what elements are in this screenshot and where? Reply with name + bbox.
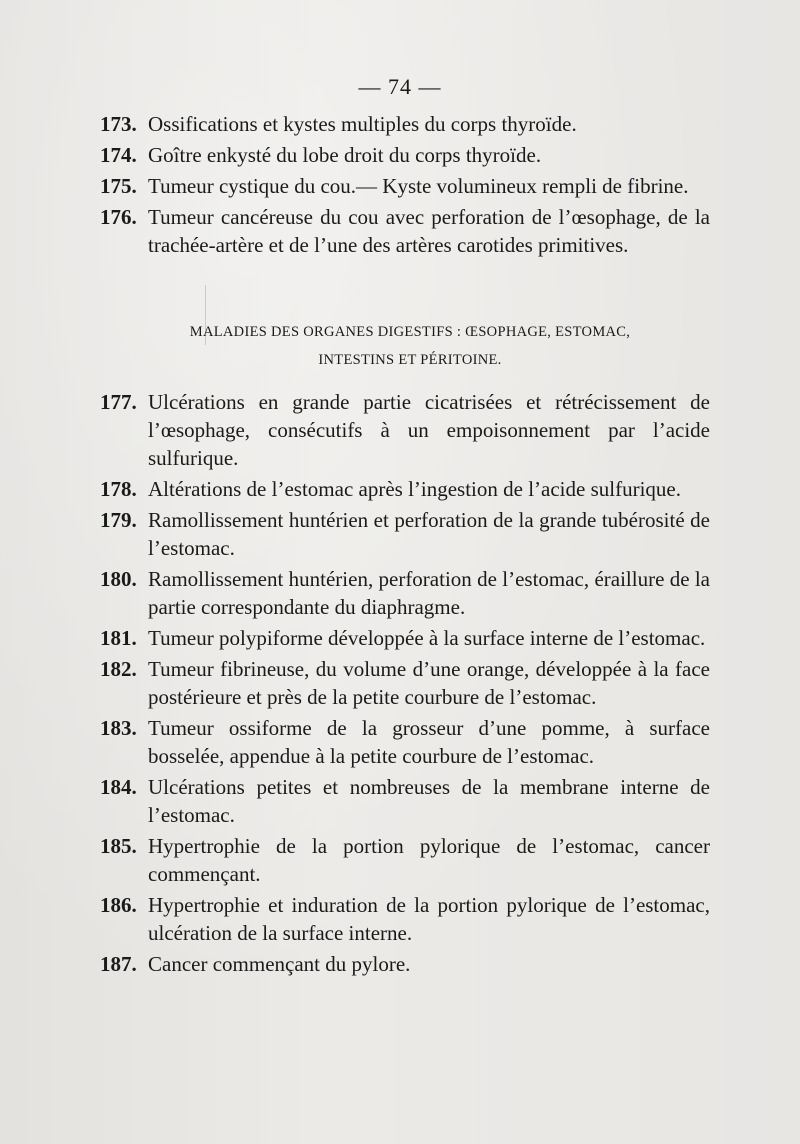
catalog-entry xyxy=(100,832,710,888)
entry-text: Tumeur cancéreuse du cou avec perforation de l’œsophage, de la trachée-artère et de l’une des artères carotides primitives. xyxy=(148,205,710,257)
section-heading-line-1: MALADIES DES ORGANES DIGESTIFS : ŒSOPHAGE, ESTOMAC, xyxy=(189,324,631,340)
entry-number: 181. xyxy=(100,626,137,650)
entry-text: Tumeur cystique du cou.— Kyste volumineux rempli de fibrine. xyxy=(148,174,689,198)
page-number: — 74 — xyxy=(358,74,442,99)
entry-text: Tumeur fibrineuse, du volume d’une orange, développée à la face postérieure et près de la petite courbure de l’estomac. xyxy=(148,657,710,709)
catalog-entry xyxy=(100,624,710,652)
catalog-entry xyxy=(100,203,710,259)
catalog-entry xyxy=(100,891,710,947)
entry-text: Ossifications et kystes multiples du corps thyroïde. xyxy=(148,112,577,136)
entry-number: 184. xyxy=(100,775,137,799)
catalog-entry xyxy=(100,388,710,472)
catalog-entry xyxy=(100,475,710,503)
catalog-entry xyxy=(100,110,710,138)
section-heading-line-2: INTESTINS ET PÉRITOINE. xyxy=(318,352,502,368)
entry-text: Tumeur ossiforme de la grosseur d’une pomme, à surface bosselée, appendue à la petite courbure de l’estomac. xyxy=(148,716,710,768)
entry-number: 182. xyxy=(100,657,137,681)
catalog-entry xyxy=(100,506,710,562)
catalog-entry xyxy=(100,773,710,829)
entry-number: 186. xyxy=(100,893,137,917)
entry-text: Cancer commençant du pylore. xyxy=(148,952,411,976)
entry-number: 180. xyxy=(100,567,137,591)
entry-number: 185. xyxy=(100,834,137,858)
entry-number: 179. xyxy=(100,508,137,532)
entry-text: Ramollissement huntérien et perforation de la grande tubérosité de l’estomac. xyxy=(148,508,710,560)
catalog-entry xyxy=(100,141,710,169)
section-heading xyxy=(130,318,690,374)
entry-number: 183. xyxy=(100,716,137,740)
entry-number: 176. xyxy=(100,205,137,229)
catalog-entry xyxy=(100,950,710,978)
entry-number: 187. xyxy=(100,952,137,976)
entry-text: Altérations de l’estomac après l’ingestion de l’acide sulfurique. xyxy=(148,477,681,501)
catalog-entry xyxy=(100,655,710,711)
catalog-entry xyxy=(100,172,710,200)
entry-number: 175. xyxy=(100,174,137,198)
entry-text: Ulcérations petites et nombreuses de la membrane interne de l’estomac. xyxy=(148,775,710,827)
entry-text: Hypertrophie et induration de la portion pylorique de l’estomac, ulcération de la surface interne. xyxy=(148,893,710,945)
entry-list-top xyxy=(100,110,710,262)
entry-list-digestive xyxy=(100,388,710,981)
entry-text: Goître enkysté du lobe droit du corps thyroïde. xyxy=(148,143,542,167)
entry-text: Hypertrophie de la portion pylorique de l’estomac, cancer commençant. xyxy=(148,834,710,886)
entry-text: Ramollissement huntérien, perforation de l’estomac, éraillure de la partie correspondante du diaphragme. xyxy=(148,567,710,619)
catalog-entry xyxy=(100,714,710,770)
entry-text: Tumeur polypiforme développée à la surface interne de l’estomac. xyxy=(148,626,706,650)
entry-number: 173. xyxy=(100,112,137,136)
entry-number: 178. xyxy=(100,477,137,501)
entry-number: 177. xyxy=(100,390,137,414)
catalog-entry xyxy=(100,565,710,621)
entry-number: 174. xyxy=(100,143,137,167)
entry-text: Ulcérations en grande partie cicatrisées et rétrécissement de l’œsophage, consécutifs à un empoisonnement par l’acide sulfurique. xyxy=(148,390,710,470)
